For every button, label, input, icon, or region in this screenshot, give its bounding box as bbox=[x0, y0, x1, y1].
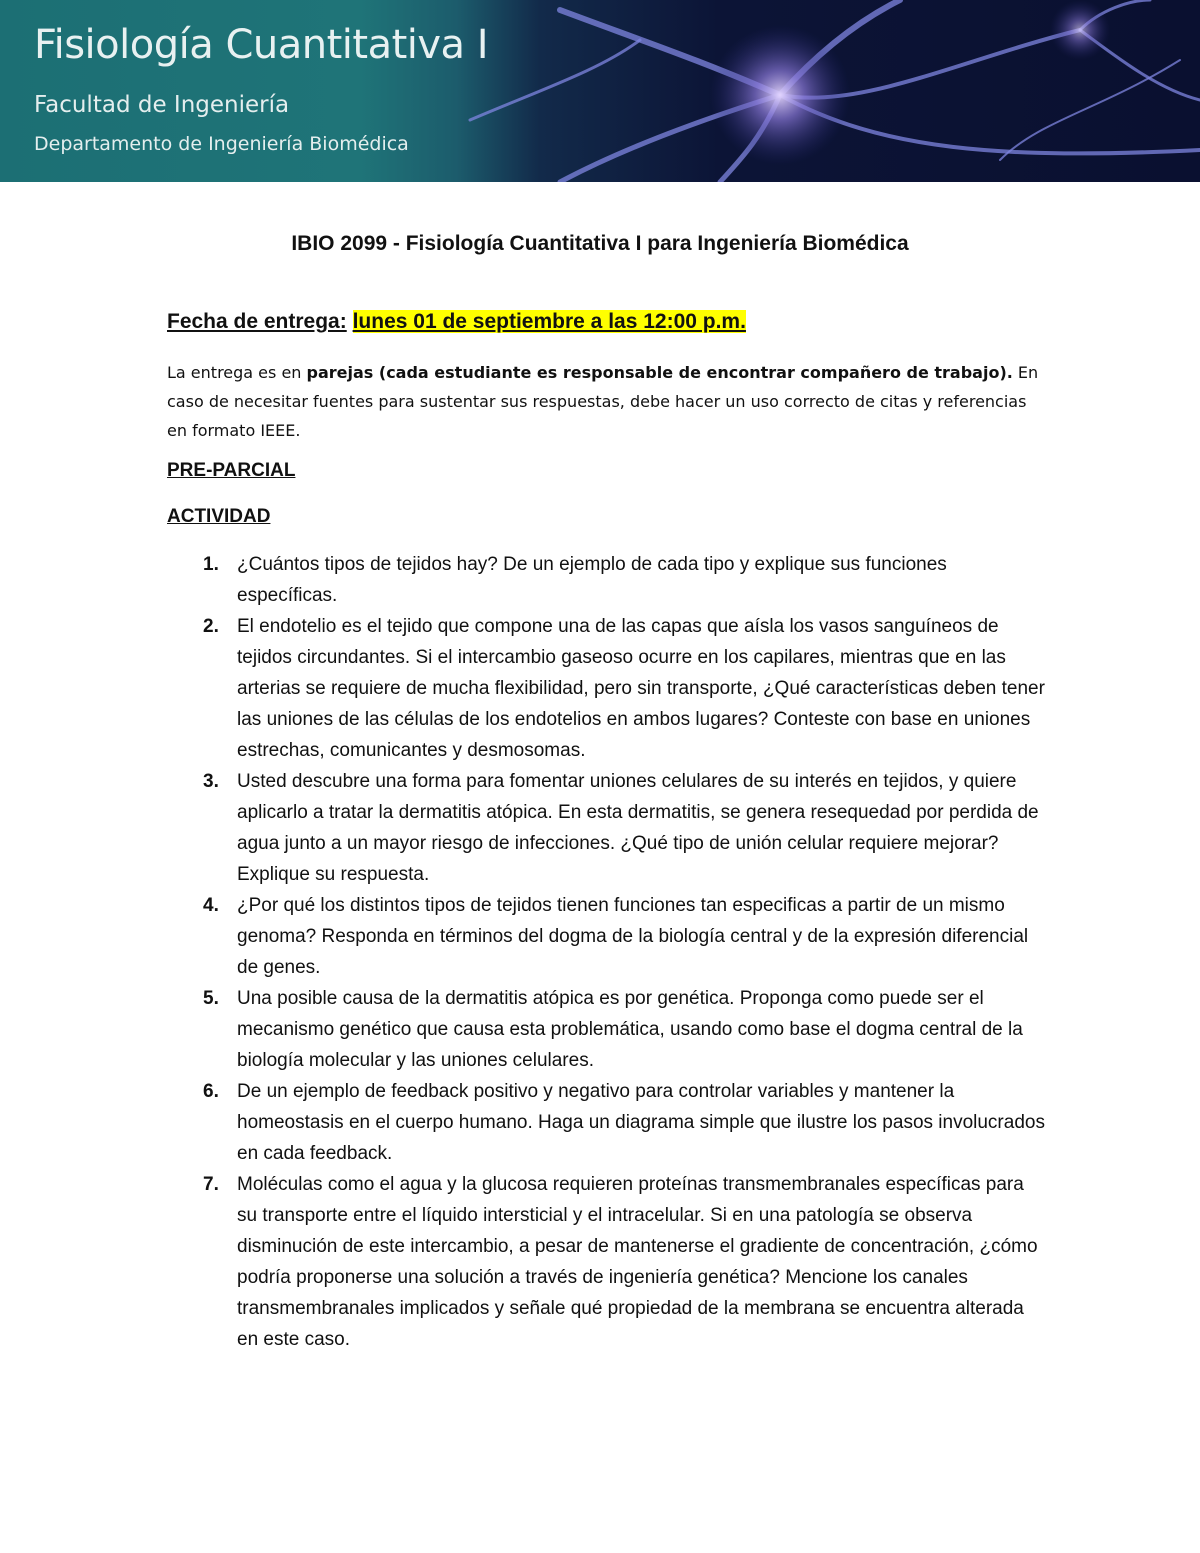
question-text: De un ejemplo de feedback positivo y negativo para controlar variables y mantener la homeostasis en el cuerpo humano. Haga un diagrama simple que ilustre los pasos involucrados en cada feedback. bbox=[237, 1081, 1045, 1164]
question-number: 2. bbox=[203, 616, 219, 637]
question-number: 6. bbox=[203, 1081, 219, 1102]
department-name: Departamento de Ingeniería Biomédica bbox=[34, 133, 409, 155]
header-banner bbox=[0, 0, 1200, 182]
course-title: IBIO 2099 - Fisiología Cuantitativa I para Ingeniería Biomédica bbox=[291, 232, 909, 255]
question-text: Usted descubre una forma para fomentar uniones celulares de su interés en tejidos, y quiere aplicarlo a tratar la dermatitis atópica. En esta dermatitis, se genera resequedad por perdida de agua junto a un mayor riesgo de infecciones. ¿Qué tipo de unión celular requiere mejorar? Explique su respuesta. bbox=[237, 771, 1039, 885]
question-item bbox=[167, 983, 1047, 1076]
question-text: ¿Por qué los distintos tipos de tejidos tienen funciones tan especificas a partir de un mismo genoma? Responda en términos del dogma de la biología central y de la expresión diferencial de genes. bbox=[237, 895, 1029, 978]
question-number: 5. bbox=[203, 988, 219, 1009]
section-actividad: ACTIVIDAD bbox=[167, 506, 271, 527]
question-item bbox=[167, 549, 1047, 611]
question-number: 4. bbox=[203, 895, 219, 916]
question-number: 1. bbox=[203, 554, 219, 575]
question-text: El endotelio es el tejido que compone una de las capas que aísla los vasos sanguíneos de tejidos circundantes. Si el intercambio gaseoso ocurre en los capilares, mientras que en las arterias se requiere de mucha flexibilidad, pero sin transporte, ¿Qué características deben tener las uniones de las células de los endotelios en ambos lugares? Conteste con base en uniones estrechas, comunicantes y desmosomas. bbox=[237, 616, 1045, 761]
intro-text-1: La entrega es en bbox=[167, 363, 307, 382]
due-date-value: lunes 01 de septiembre a las 12:00 p.m. bbox=[352, 310, 746, 333]
question-number: 3. bbox=[203, 771, 219, 792]
question-list bbox=[167, 549, 1047, 1355]
question-text: ¿Cuántos tipos de tejidos hay? De un ejemplo de cada tipo y explique sus funciones específicas. bbox=[237, 554, 947, 606]
question-text: Una posible causa de la dermatitis atópica es por genética. Proponga como puede ser el mecanismo genético que causa esta problemática, usando como base el dogma central de la biología molecular y las uniones celulares. bbox=[237, 988, 1023, 1071]
intro-text-2: En caso de necesitar fuentes para sustentar sus respuestas, debe hacer un uso correcto de citas y referencias en formato IEEE. bbox=[167, 363, 1039, 440]
banner-title: Fisiología Cuantitativa I bbox=[34, 22, 489, 68]
intro-paragraph bbox=[167, 358, 1047, 445]
faculty-name: Facultad de Ingeniería bbox=[34, 92, 290, 118]
question-item bbox=[167, 1169, 1047, 1355]
due-date bbox=[167, 310, 746, 334]
question-item bbox=[167, 766, 1047, 890]
question-number: 7. bbox=[203, 1174, 219, 1195]
intro-bold: parejas (cada estudiante es responsable de encontrar compañero de trabajo). bbox=[306, 363, 1013, 382]
question-item bbox=[167, 1076, 1047, 1169]
question-item bbox=[167, 611, 1047, 766]
section-preparcial: PRE-PARCIAL bbox=[167, 460, 296, 481]
question-text: Moléculas como el agua y la glucosa requieren proteínas transmembranales específicas para su transporte entre el líquido intersticial y el intracelular. Si en una patología se observa disminución de este intercambio, a pesar de mantenerse el gradiente de concentración, ¿cómo podría proponerse una solución a través de ingeniería genética? Mencione los canales transmembranales implicados y señale qué propiedad de la membrana se encuentra alterada en este caso. bbox=[237, 1174, 1038, 1350]
due-date-label: Fecha de entrega: bbox=[167, 310, 347, 333]
question-item bbox=[167, 890, 1047, 983]
